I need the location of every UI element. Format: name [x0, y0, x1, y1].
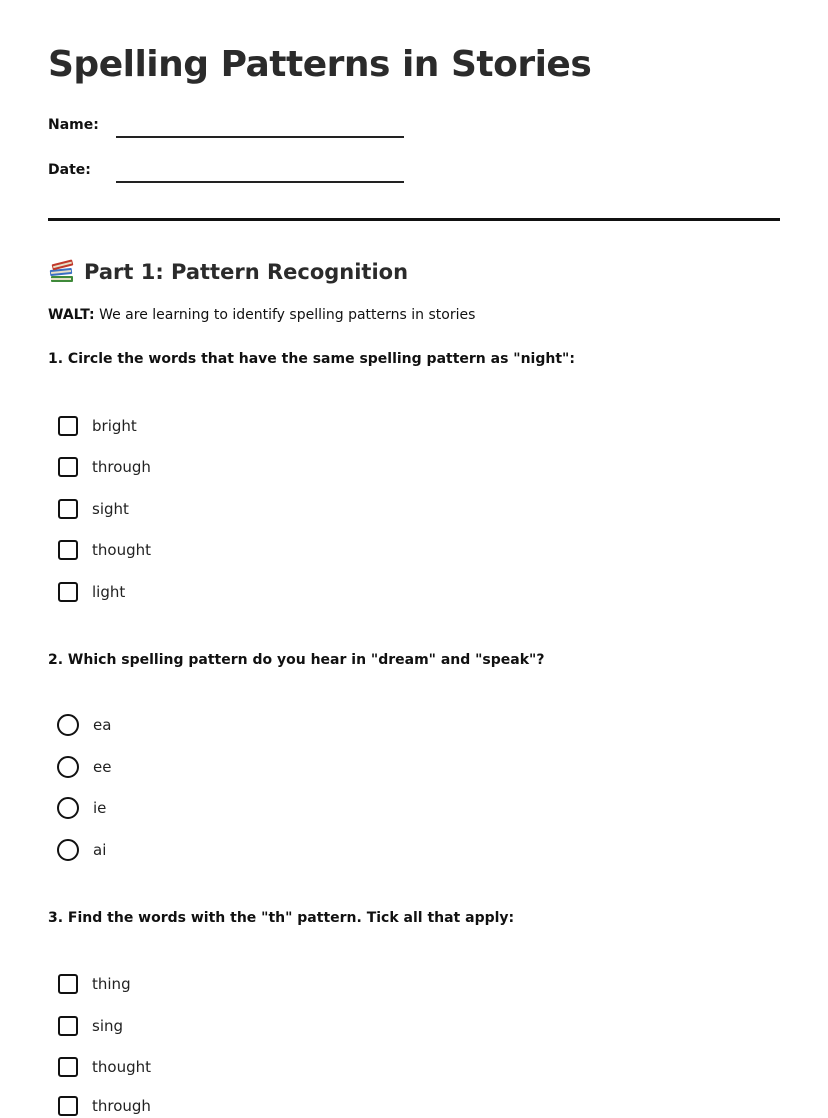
header-divider — [48, 218, 780, 221]
option-label: thing — [92, 975, 131, 993]
section-heading — [48, 256, 408, 288]
option-label: light — [92, 583, 126, 601]
walt-label: WALT: — [48, 307, 95, 323]
date-input-line[interactable] — [116, 181, 404, 183]
q2-option-ie[interactable] — [58, 796, 106, 820]
option-label: through — [92, 458, 151, 476]
section-title: Part 1: Pattern Recognition — [84, 260, 409, 284]
checkbox[interactable] — [58, 1016, 78, 1036]
option-label: thought — [92, 541, 151, 559]
q2-option-ee[interactable] — [58, 755, 111, 779]
q3-option-thought[interactable] — [58, 1055, 151, 1079]
q1-option-thought[interactable] — [58, 538, 151, 562]
q3-option-through[interactable] — [58, 1094, 151, 1118]
radio-button[interactable] — [57, 797, 79, 819]
option-label: bright — [92, 417, 137, 435]
question-2: 2. Which spelling pattern do you hear in "dream" and "speak"? — [48, 652, 545, 668]
option-label: through — [92, 1097, 151, 1115]
checkbox[interactable] — [58, 540, 78, 560]
checkbox[interactable] — [58, 1096, 78, 1116]
q1-option-bright[interactable] — [58, 414, 137, 438]
option-label: ee — [93, 758, 112, 776]
option-label: ai — [93, 841, 107, 859]
worksheet-title: Spelling Patterns in Stories — [48, 44, 592, 85]
radio-button[interactable] — [57, 756, 79, 778]
walt-text: We are learning to identify spelling patterns in stories — [94, 307, 476, 323]
checkbox[interactable] — [58, 974, 78, 994]
checkbox[interactable] — [58, 499, 78, 519]
date-label: Date: — [48, 162, 91, 178]
q2-option-ai[interactable] — [58, 838, 106, 862]
name-input-line[interactable] — [116, 136, 404, 138]
option-label: sight — [92, 500, 129, 518]
date-field — [48, 162, 408, 186]
q3-option-thing[interactable] — [58, 972, 131, 996]
option-label: ea — [93, 716, 112, 734]
walt-statement — [48, 307, 475, 323]
option-label: sing — [92, 1017, 124, 1035]
checkbox[interactable] — [58, 1057, 78, 1077]
option-label: ie — [93, 799, 107, 817]
q2-option-ea[interactable] — [58, 713, 111, 737]
q3-option-sing[interactable] — [58, 1014, 123, 1038]
radio-button[interactable] — [57, 839, 79, 861]
q1-option-light[interactable] — [58, 580, 125, 604]
radio-button[interactable] — [57, 714, 79, 736]
checkbox[interactable] — [58, 582, 78, 602]
books-icon — [48, 259, 76, 285]
question-3: 3. Find the words with the "th" pattern. Tick all that apply: — [48, 910, 515, 926]
name-field — [48, 117, 408, 141]
option-label: thought — [92, 1058, 151, 1076]
name-label: Name: — [48, 117, 99, 133]
checkbox[interactable] — [58, 416, 78, 436]
q1-option-through[interactable] — [58, 455, 151, 479]
checkbox[interactable] — [58, 457, 78, 477]
question-1: 1. Circle the words that have the same spelling pattern as "night": — [48, 351, 575, 367]
q1-option-sight[interactable] — [58, 497, 129, 521]
